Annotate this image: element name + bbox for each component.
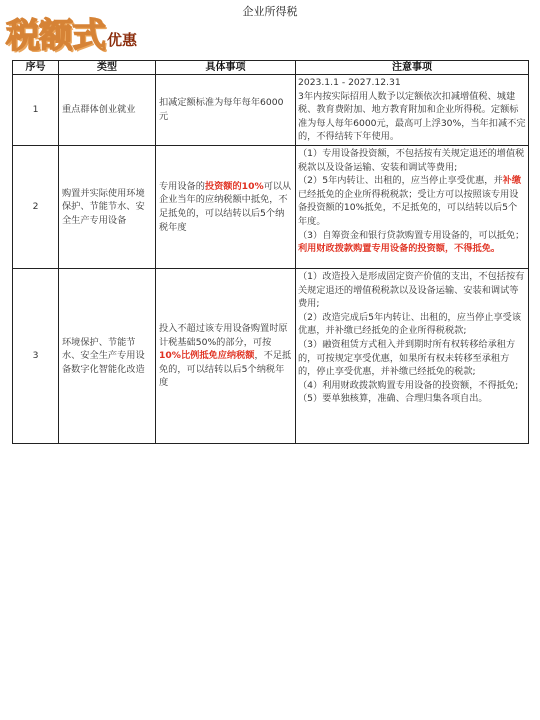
row-type: 购置并实际使用环境保护、节能节水、安全生产专用设备 xyxy=(59,145,156,268)
note-item: （5）要单独核算，准确、合理归集各项自出。 xyxy=(298,393,488,405)
note-text: （3）自筹资金和银行贷款购置专用设备的，可以抵免； xyxy=(298,229,525,241)
note-item: （4）利用财政拨款购置专用设备的投资额，不得抵免; xyxy=(298,379,519,391)
row-detail xyxy=(156,268,296,443)
detail-text: ，不足抵免的，可以结转以后5个纳税年度 xyxy=(159,350,292,389)
row-number: 3 xyxy=(13,268,59,443)
header-notes: 注意事项 xyxy=(296,61,529,75)
detail-highlight: 10%比例抵免应纳税额 xyxy=(159,350,255,362)
note-item: （1）改造投入是形成固定资产价值的支出，不包括按有关规定退还的增值税税款以及设备运输、安装和调试等费用; xyxy=(298,270,525,310)
detail-text: 可以从企业当年的应纳税额中抵免，不足抵免的，可以结转以后5个纳税年度 xyxy=(159,180,292,233)
table-row xyxy=(13,268,529,443)
detail-highlight: 投资额的10% xyxy=(204,180,264,192)
note-highlight: 补缴 xyxy=(502,175,522,187)
row-notes xyxy=(296,145,529,268)
row-type: 重点群体创业就业 xyxy=(59,75,156,146)
table-row xyxy=(13,145,529,268)
detail-text: 专用设备的 xyxy=(159,180,205,192)
note-text: （2）5年内转让、出租的，应当停止享受优惠，并 xyxy=(298,175,503,187)
row-detail xyxy=(156,145,296,268)
note-item xyxy=(298,229,526,256)
tax-incentive-table xyxy=(12,60,529,444)
detail-text: 投入不超过该专用设备购置时原计税基础50%的部分，可按 xyxy=(159,322,288,348)
brand-logo xyxy=(6,14,137,56)
note-item: （3）融资租赁方式租入并到期时所有权转移给承租方的，可按规定享受优惠，如果所有权未转移至承租方的，停止享受优惠，并补缴已经抵免的税款; xyxy=(298,338,516,378)
row-notes xyxy=(296,75,529,146)
header-detail: 具体事项 xyxy=(156,61,296,75)
table-row xyxy=(13,75,529,146)
note-item: 3年内按实际招用人数予以定额依次扣减增值税、城建税、教育费附加、地方教育附加和企业所得税。定额标准为每人每年6000元，最高可上浮30%，当年扣减不完的，不得结转下年使用。 xyxy=(298,90,526,143)
note-text: 已经抵免的企业所得税税款；受让方可以按照该专用设备投资额的10%抵免，不足抵免的，可以结转以后5个年度。 xyxy=(298,188,519,227)
row-number: 1 xyxy=(13,75,59,146)
row-type: 环境保护、节能节水、安全生产专用设备数字化智能化改造 xyxy=(59,268,156,443)
page-title: 企业所得税 xyxy=(242,5,298,18)
note-item: （1）专用设备投资额，不包括按有关规定退还的增值税税款以及设备运输、安装和调试等费用; xyxy=(298,147,525,173)
brand-main-text: 税额式 xyxy=(6,16,105,56)
note-item: 2023.1.1 - 2027.12.31 xyxy=(298,77,401,88)
note-item xyxy=(298,174,526,228)
table-header-row xyxy=(13,61,529,75)
row-number: 2 xyxy=(13,145,59,268)
header-no: 序号 xyxy=(13,61,59,75)
note-highlight: 利用财政拨款购置专用设备的投资额，不得抵免。 xyxy=(298,243,501,255)
row-detail: 扣减定额标准为每年每年6000元 xyxy=(156,75,296,146)
row-notes xyxy=(296,268,529,443)
header-type: 类型 xyxy=(59,61,156,75)
brand-sub-text: 优惠 xyxy=(107,31,138,49)
note-item: （2）改造完成后5年内转让、出租的，应当停止享受该优惠，并补缴已经抵免的企业所得税税款; xyxy=(298,311,522,337)
